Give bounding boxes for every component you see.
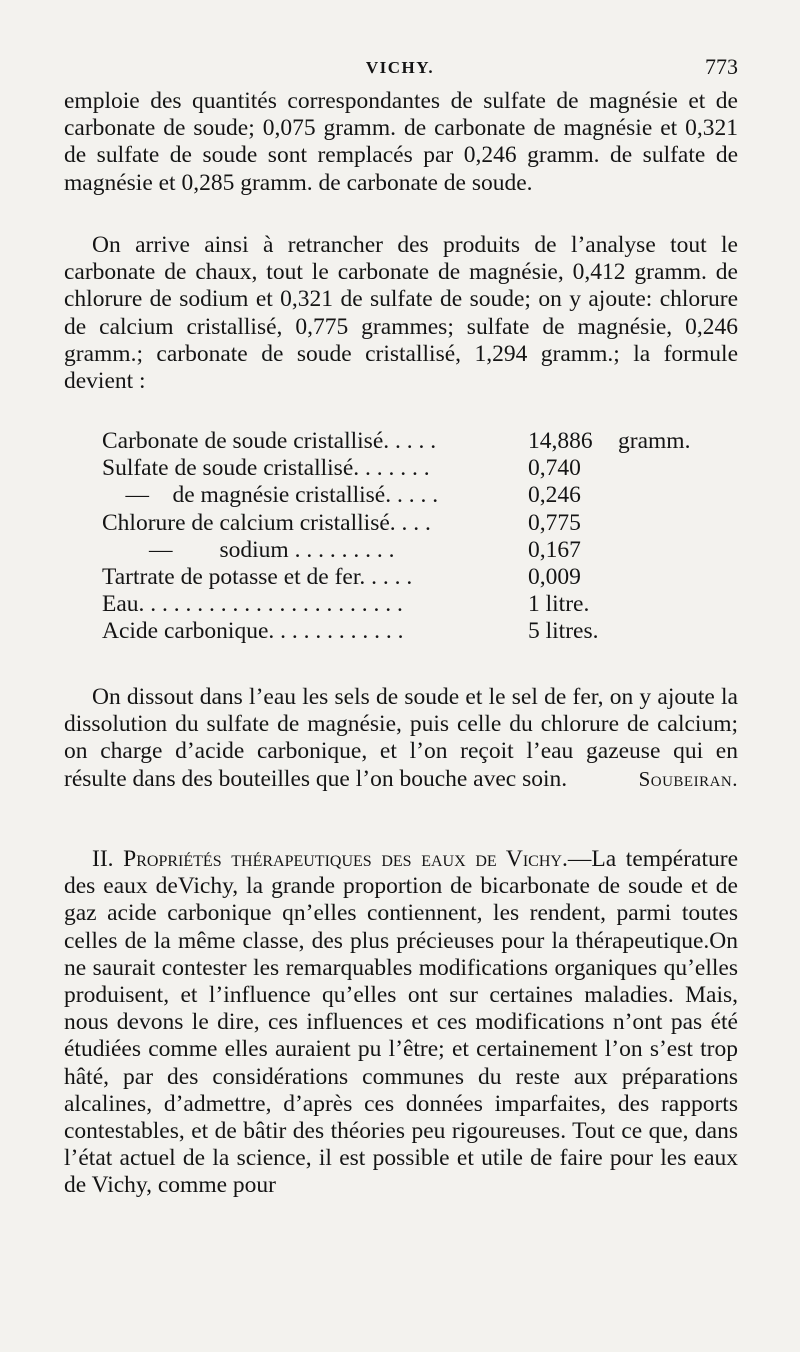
formula-quantity: 0,167 — [528, 536, 581, 563]
formula-row — [102, 510, 742, 537]
formula-row — [102, 428, 742, 455]
formula-unit — [618, 591, 728, 618]
formula-row — [102, 564, 742, 591]
formula-unit — [618, 618, 728, 645]
formula-quantity: 0,009 — [528, 563, 581, 590]
formula-ingredient: Chlorure de calcium cristallisé. . . . — [102, 509, 431, 536]
running-title: VICHY. — [365, 58, 435, 77]
formula-row — [102, 537, 742, 564]
paragraph-2-text: On arrive ainsi à retrancher des produits de l’analyse tout le carbonate de chaux, tout le carbonate de magnésie, 0,412 gramm. de chlorure de sodium et 0,321 de sulfate de soude; on y ajoute: chlorure de calcium cristallisé, 0,775 grammes; sulfate de magnésie, 0,246 gramm.; carbonate de soude cristallisé, 1,294 gramm.; la formule devient : — [64, 232, 738, 395]
paragraph-3-text — [64, 684, 738, 793]
section-heading: II. Propriétés thérapeutiques des eaux de Vichy. — [92, 846, 568, 872]
formula-unit: gramm. — [618, 428, 691, 454]
formula-row — [102, 455, 742, 482]
formula-unit — [618, 482, 728, 509]
formula-table — [102, 428, 742, 646]
formula-ingredient: Tartrate de potasse et de fer. . . . . — [102, 563, 413, 590]
page-header — [62, 52, 738, 82]
formula-row — [102, 618, 742, 645]
formula-quantity: 0,740 — [528, 455, 581, 482]
paragraph-3 — [64, 684, 738, 793]
paragraph-4-text — [64, 846, 738, 1200]
formula-ingredient: Sulfate de soude cristallisé. . . . . . . — [102, 455, 430, 482]
formula-unit — [618, 455, 728, 482]
formula-row — [102, 591, 742, 618]
page-number: 773 — [705, 54, 738, 79]
formula-row — [102, 482, 742, 509]
formula-quantity: 0,246 — [528, 482, 581, 509]
formula-unit — [618, 537, 728, 564]
paragraph-4-body: —La température des eaux deVichy, la grande proportion de bicarbonate de soude et de gaz acide carbonique qn’elles contiennent, les rendent, parmi toutes celles de la même classe, des plus précieuses pour la thérapeutique.On ne saurait contester les remarquables modifications organiques qu’elles produisent, et l’influence qu’elles ont sur certaines maladies. Mais, nous devons le dire, ces influences et ces modifications n’ont pas été étudiées comme elles auraient pu l’être; et certainement l’on s’est trop hâté, par des considérations communes du reste aux préparations alcalines, d’admettre, d’après ces données imparfaites, des rapports contestables, et de bâtir des théories peu rigoureuses. Tout ce que, dans l’état actuel de la science, il est possible et utile de faire pour les eaux de Vichy, comme pour — [64, 846, 738, 1199]
paragraph-4 — [64, 846, 738, 1200]
formula-unit — [618, 510, 728, 537]
formula-ingredient: — sodium . . . . . . . . . — [102, 536, 395, 563]
formula-quantity: 1 litre. — [528, 591, 590, 618]
paragraph-2 — [64, 232, 738, 395]
formula-ingredient: Eau. . . . . . . . . . . . . . . . . . . . . . . — [102, 591, 403, 618]
formula-ingredient: Carbonate de soude cristallisé. . . . . — [102, 428, 437, 454]
formula-quantity: 0,775 — [528, 509, 581, 536]
formula-ingredient: Acide carbonique. . . . . . . . . . . . — [102, 618, 404, 645]
formula-ingredient: — de magnésie cristallisé. . . . . — [102, 482, 439, 509]
formula-unit — [618, 564, 728, 591]
paragraph-1 — [64, 88, 738, 197]
formula-quantity: 14,886 — [528, 428, 593, 454]
paragraph-3-body: On dissout dans l’eau les sels de soude et le sel de fer, on y ajoute la dissolution du sulfate de magnésie, puis celle du chlorure de calcium; on charge d’acide carbonique, et l’on reçoit l’eau gazeuse qui en résulte dans des bouteilles que l’on bouche avec soin. — [64, 684, 738, 792]
author-signature: Soubeiran. — [638, 766, 738, 791]
formula-quantity: 5 litres. — [528, 618, 599, 645]
paragraph-1-text: emploie des quantités correspondantes de sulfate de magnésie et de carbonate de soude; 0,075 gramm. de carbonate de magnésie et 0,321 de sulfate de soude sont remplacés par 0,246 gramm. de sulfate de magnésie et 0,285 gramm. de carbonate de soude. — [64, 88, 738, 196]
